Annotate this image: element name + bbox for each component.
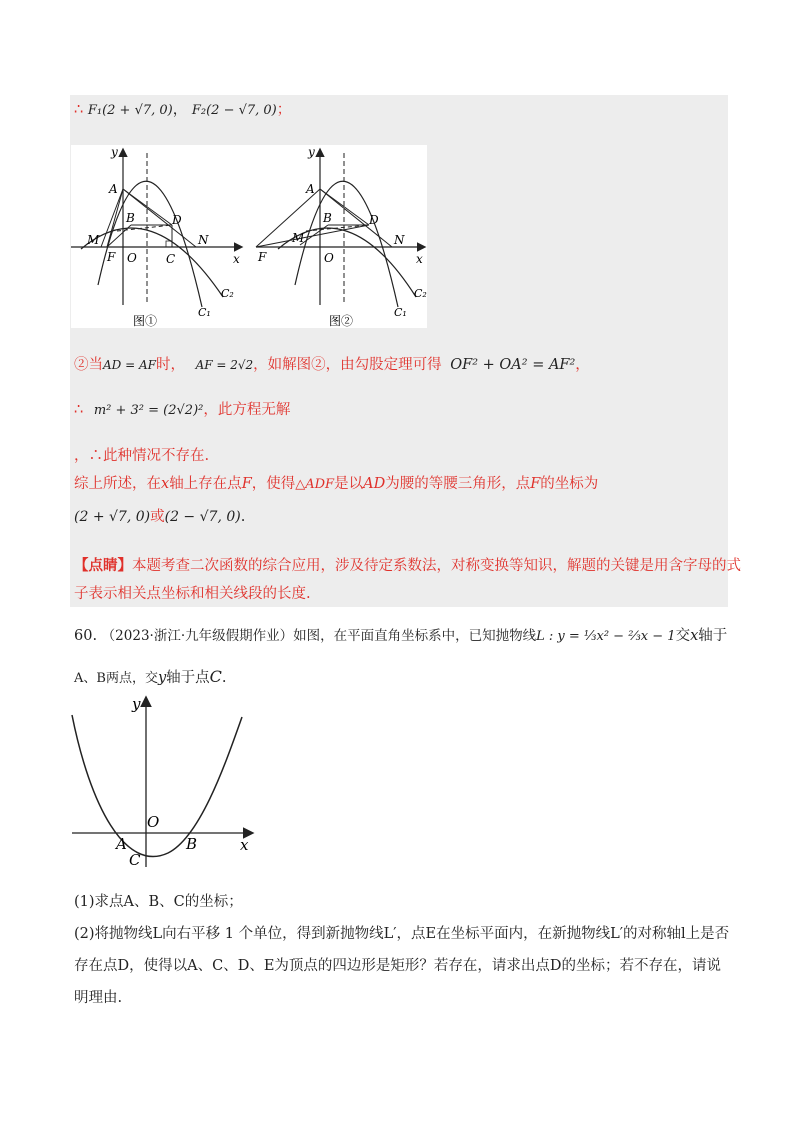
case2-condition: AD = AF bbox=[103, 358, 156, 372]
conclusion-text1: 综上所述，在 bbox=[74, 476, 161, 492]
conclusion-f: F bbox=[241, 476, 252, 492]
fig1-label-f: F bbox=[107, 250, 116, 264]
figure-1 bbox=[71, 145, 241, 328]
fig1-label-d: D bbox=[172, 213, 182, 227]
problem-60-line-1 bbox=[74, 626, 727, 647]
fig-label-b: B bbox=[186, 835, 198, 853]
question-2-line-3: 明理由. bbox=[74, 990, 123, 1006]
point-f1: F₁(2 + √7, 0) bbox=[87, 103, 173, 118]
problem-number: 60. bbox=[74, 628, 98, 644]
fig-label-a: A bbox=[116, 835, 127, 853]
problem-source: （2023·浙江·九年级假期作业）如图，在平面直角坐标系中，已知抛物线 bbox=[101, 628, 537, 644]
conclusion-text5: 为腰的等腰三角形，点 bbox=[385, 476, 531, 492]
case2-when: 时， bbox=[155, 357, 185, 373]
problem-y: y bbox=[157, 670, 167, 686]
conclusion-line bbox=[74, 474, 598, 495]
problem-end: . bbox=[221, 670, 227, 686]
problem-60-line-2 bbox=[74, 667, 227, 689]
answer-line bbox=[74, 507, 245, 527]
foci-line bbox=[74, 100, 291, 121]
conclusion-triangle: △ADF bbox=[295, 477, 335, 492]
fig2-label-y: y bbox=[308, 145, 315, 159]
problem-text2: 轴于 bbox=[698, 628, 728, 644]
fig1-caption: 图① bbox=[133, 314, 158, 328]
fig1-label-x: x bbox=[233, 252, 240, 266]
conclusion-text6: 的坐标为 bbox=[540, 476, 599, 492]
fig2-label-c1: C₁ bbox=[394, 306, 407, 319]
problem-line2b: 轴于点 bbox=[166, 670, 210, 686]
therefore-symbol: ∴ bbox=[74, 102, 84, 118]
answer-point-2: (2 − √7, 0) bbox=[164, 509, 241, 525]
conclusion-text3: ，使得 bbox=[251, 476, 296, 492]
case2-equation: OF² + OA² = AF² bbox=[450, 357, 576, 373]
case2-af-value: AF = 2√2 bbox=[195, 358, 254, 372]
answer-point-1: (2 + √7, 0) bbox=[74, 509, 151, 525]
comment-line-1 bbox=[74, 556, 741, 576]
fig2-label-m: M bbox=[292, 231, 305, 245]
problem-x: x bbox=[690, 628, 699, 644]
case2-line bbox=[74, 355, 590, 375]
fig2-label-x: x bbox=[416, 252, 423, 266]
fig1-label-c: C bbox=[166, 252, 176, 266]
question-1: (1)求点A、B、C的坐标； bbox=[74, 894, 243, 910]
fig1-label-b: B bbox=[126, 211, 135, 225]
problem-c: C bbox=[209, 667, 222, 686]
fig1-label-a: A bbox=[109, 182, 118, 196]
point-f2: F₂(2 − √7, 0) bbox=[191, 103, 277, 118]
case2-text: ，如解图②，由勾股定理可得 bbox=[253, 357, 442, 373]
comment-line-2: 子表示相关点坐标和相关线段的长度. bbox=[74, 586, 311, 602]
comment-text-1: 本题考查二次函数的综合应用，涉及待定系数法，对称变换等知识，解题的关键是用含字母的式 bbox=[132, 558, 741, 574]
fig2-label-f: F bbox=[258, 250, 267, 264]
conclusion-ad: AD bbox=[363, 476, 386, 492]
therefore-symbol-2: ∴ bbox=[74, 402, 84, 418]
case2-prefix: ②当 bbox=[74, 357, 103, 373]
equation-line bbox=[74, 400, 290, 421]
fig-label-y: y bbox=[132, 695, 141, 713]
fig2-label-d: D bbox=[369, 213, 379, 227]
fig2-label-o: O bbox=[324, 251, 334, 265]
fig1-label-c2: C₂ bbox=[221, 287, 234, 300]
problem-equation: L : y = ⅓x² − ⅔x − 1 bbox=[536, 629, 676, 644]
no-exist-line: ，∴此种情况不存在. bbox=[74, 448, 210, 464]
figure-2 bbox=[256, 145, 427, 328]
semicolon: ； bbox=[276, 102, 292, 118]
fig2-label-a: A bbox=[306, 182, 315, 196]
fig1-label-y: y bbox=[111, 145, 118, 159]
problem-line2: A、B两点，交 bbox=[74, 671, 158, 686]
figure-1-and-2 bbox=[71, 145, 427, 328]
fig1-label-c1: C₁ bbox=[198, 306, 211, 319]
fig-label-o: O bbox=[147, 813, 160, 831]
answer-or: 或 bbox=[150, 509, 165, 525]
fig-label-c: C bbox=[129, 851, 141, 869]
conclusion-x: x bbox=[161, 476, 170, 492]
answer-end: . bbox=[240, 509, 246, 525]
separator: ， bbox=[172, 102, 188, 118]
case2-end: ， bbox=[575, 357, 590, 373]
comment-tag: 【点睛】 bbox=[74, 557, 132, 574]
conclusion-f2: F bbox=[530, 476, 541, 492]
question-2-line-2: 存在点D，使得以A、C、D、E为顶点的四边形是矩形？若存在，请求出点D的坐标；若不存在，请说 bbox=[74, 958, 722, 974]
fig2-label-b: B bbox=[323, 211, 332, 225]
fig2-label-c2: C₂ bbox=[414, 287, 427, 300]
fig-label-x: x bbox=[240, 836, 249, 854]
fig2-caption: 图② bbox=[329, 314, 354, 328]
conclusion-text2: 轴上存在点 bbox=[169, 476, 242, 492]
fig1-label-m: M bbox=[87, 233, 100, 247]
parabola-figure bbox=[70, 695, 260, 870]
fig1-label-o: O bbox=[127, 251, 137, 265]
question-2-line-1: (2)将抛物线L向右平移 1 个单位，得到新抛物线L′，点E在坐标平面内，在新抛物线L′的对称轴l上是否 bbox=[74, 926, 730, 942]
problem-text1: 交 bbox=[675, 628, 691, 644]
pythagoras-equation: m² + 3² = (2√2)² bbox=[93, 403, 204, 418]
fig2-label-n: N bbox=[394, 233, 405, 247]
fig1-label-n: N bbox=[198, 233, 209, 247]
conclusion-text4: 是以 bbox=[334, 476, 364, 492]
no-solution-text: ，此方程无解 bbox=[203, 402, 291, 418]
solution-figures bbox=[71, 145, 427, 328]
problem-figure bbox=[70, 695, 260, 870]
